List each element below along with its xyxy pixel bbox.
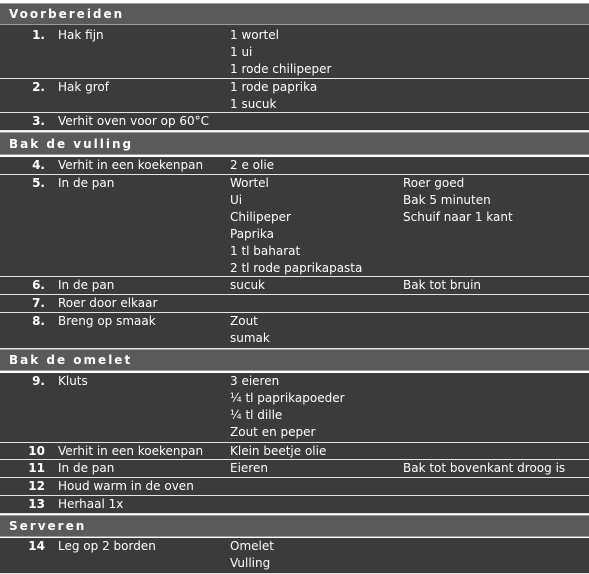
step-ingredients [230, 79, 317, 113]
step-ingredients [230, 313, 270, 347]
step-row-9 [0, 373, 589, 443]
step-ingredients [230, 460, 268, 477]
step-row-1 [0, 25, 589, 79]
step-number: 4. [32, 158, 45, 172]
step-row-13 [0, 496, 589, 514]
step-action: Hak grof [58, 80, 109, 94]
step-number: 9. [32, 374, 45, 388]
note-line: Bak tot bruin [403, 278, 482, 292]
step-notes [403, 277, 481, 294]
ingredient-line: Eieren [230, 461, 268, 475]
step-ingredients [230, 27, 331, 78]
step-action: Breng op smaak [58, 314, 156, 328]
step-row-14 [0, 538, 589, 574]
step-row-7 [0, 295, 589, 313]
ingredient-line: Chilipeper [230, 210, 291, 224]
step-row-4 [0, 157, 589, 175]
ingredient-line: Paprika [230, 227, 275, 241]
step-number: 3. [32, 114, 45, 128]
step-action: Verhit in een koekenpan [58, 444, 204, 458]
step-number: 14 [28, 539, 45, 553]
step-row-6 [0, 277, 589, 295]
ingredient-line: 2 e olie [230, 158, 275, 172]
note-line: Schuif naar 1 kant [403, 210, 513, 224]
step-ingredients [230, 277, 265, 294]
step-action: In de pan [58, 461, 115, 475]
step-row-8 [0, 313, 589, 349]
ingredient-line: 1 tl baharat [230, 244, 301, 258]
section-header-voorbereiden: Voorbereiden [0, 3, 589, 25]
note-line: Bak tot bovenkant droog is [403, 461, 566, 475]
step-number: 12 [28, 479, 45, 493]
ingredient-line: 1 rode paprika [230, 80, 318, 94]
ingredient-line: ¼ tl dille [230, 408, 283, 422]
section-header-bak-de-vulling: Bak de vulling [0, 132, 589, 155]
section-header-serveren: Serveren [0, 515, 589, 537]
ingredient-line: 1 ui [230, 45, 253, 59]
step-row-3 [0, 113, 589, 131]
ingredient-line: sucuk [230, 278, 266, 292]
ingredient-line: Wortel [230, 176, 269, 190]
step-number: 7. [32, 296, 45, 310]
ingredient-line: 2 tl rode paprikapasta [230, 261, 363, 275]
step-number: 13 [28, 497, 45, 511]
step-action: Verhit in een koekenpan [58, 158, 204, 172]
step-notes [403, 175, 513, 226]
ingredient-line: 3 eieren [230, 374, 280, 388]
section-header-bak-de-omelet: Bak de omelet [0, 349, 589, 371]
step-row-5 [0, 175, 589, 277]
step-action: In de pan [58, 278, 115, 292]
step-row-11 [0, 460, 589, 478]
step-number: 8. [32, 314, 45, 328]
ingredient-line: 1 sucuk [230, 97, 277, 111]
step-number: 6. [32, 278, 45, 292]
step-ingredients [230, 538, 274, 572]
ingredient-line: 1 wortel [230, 28, 279, 42]
step-action: Hak fijn [58, 28, 104, 42]
ingredient-line: 1 rode chilipeper [230, 62, 332, 76]
step-number: 11 [28, 461, 45, 475]
step-row-12 [0, 478, 589, 496]
note-line: Roer goed [403, 176, 465, 190]
ingredient-line: Zout en peper [230, 425, 316, 439]
step-action: Roer door elkaar [58, 296, 158, 310]
ingredient-line: Ui [230, 193, 243, 207]
step-ingredients [230, 443, 326, 460]
step-number: 10 [28, 444, 45, 458]
step-row-10 [0, 443, 589, 460]
ingredient-line: Klein beetje olie [230, 444, 327, 458]
ingredient-line: Zout [230, 314, 258, 328]
ingredient-line: Vulling [230, 556, 271, 570]
ingredient-line: Omelet [230, 539, 274, 553]
step-notes [403, 460, 565, 477]
ingredient-line: sumak [230, 331, 270, 345]
step-action: Herhaal 1x [58, 497, 124, 511]
step-ingredients [230, 373, 345, 441]
step-row-2 [0, 79, 589, 113]
note-line: Bak 5 minuten [403, 193, 491, 207]
step-ingredients [230, 157, 274, 174]
step-number: 1. [32, 28, 45, 42]
step-ingredients [230, 175, 362, 277]
ingredient-line: ¼ tl paprikapoeder [230, 391, 345, 405]
step-action: Verhit oven voor op 60°C [58, 114, 210, 128]
step-number: 2. [32, 80, 45, 94]
step-number: 5. [32, 176, 45, 190]
step-action: Kluts [58, 374, 88, 388]
step-action: In de pan [58, 176, 115, 190]
step-action: Houd warm in de oven [58, 479, 194, 493]
step-action: Leg op 2 borden [58, 539, 156, 553]
